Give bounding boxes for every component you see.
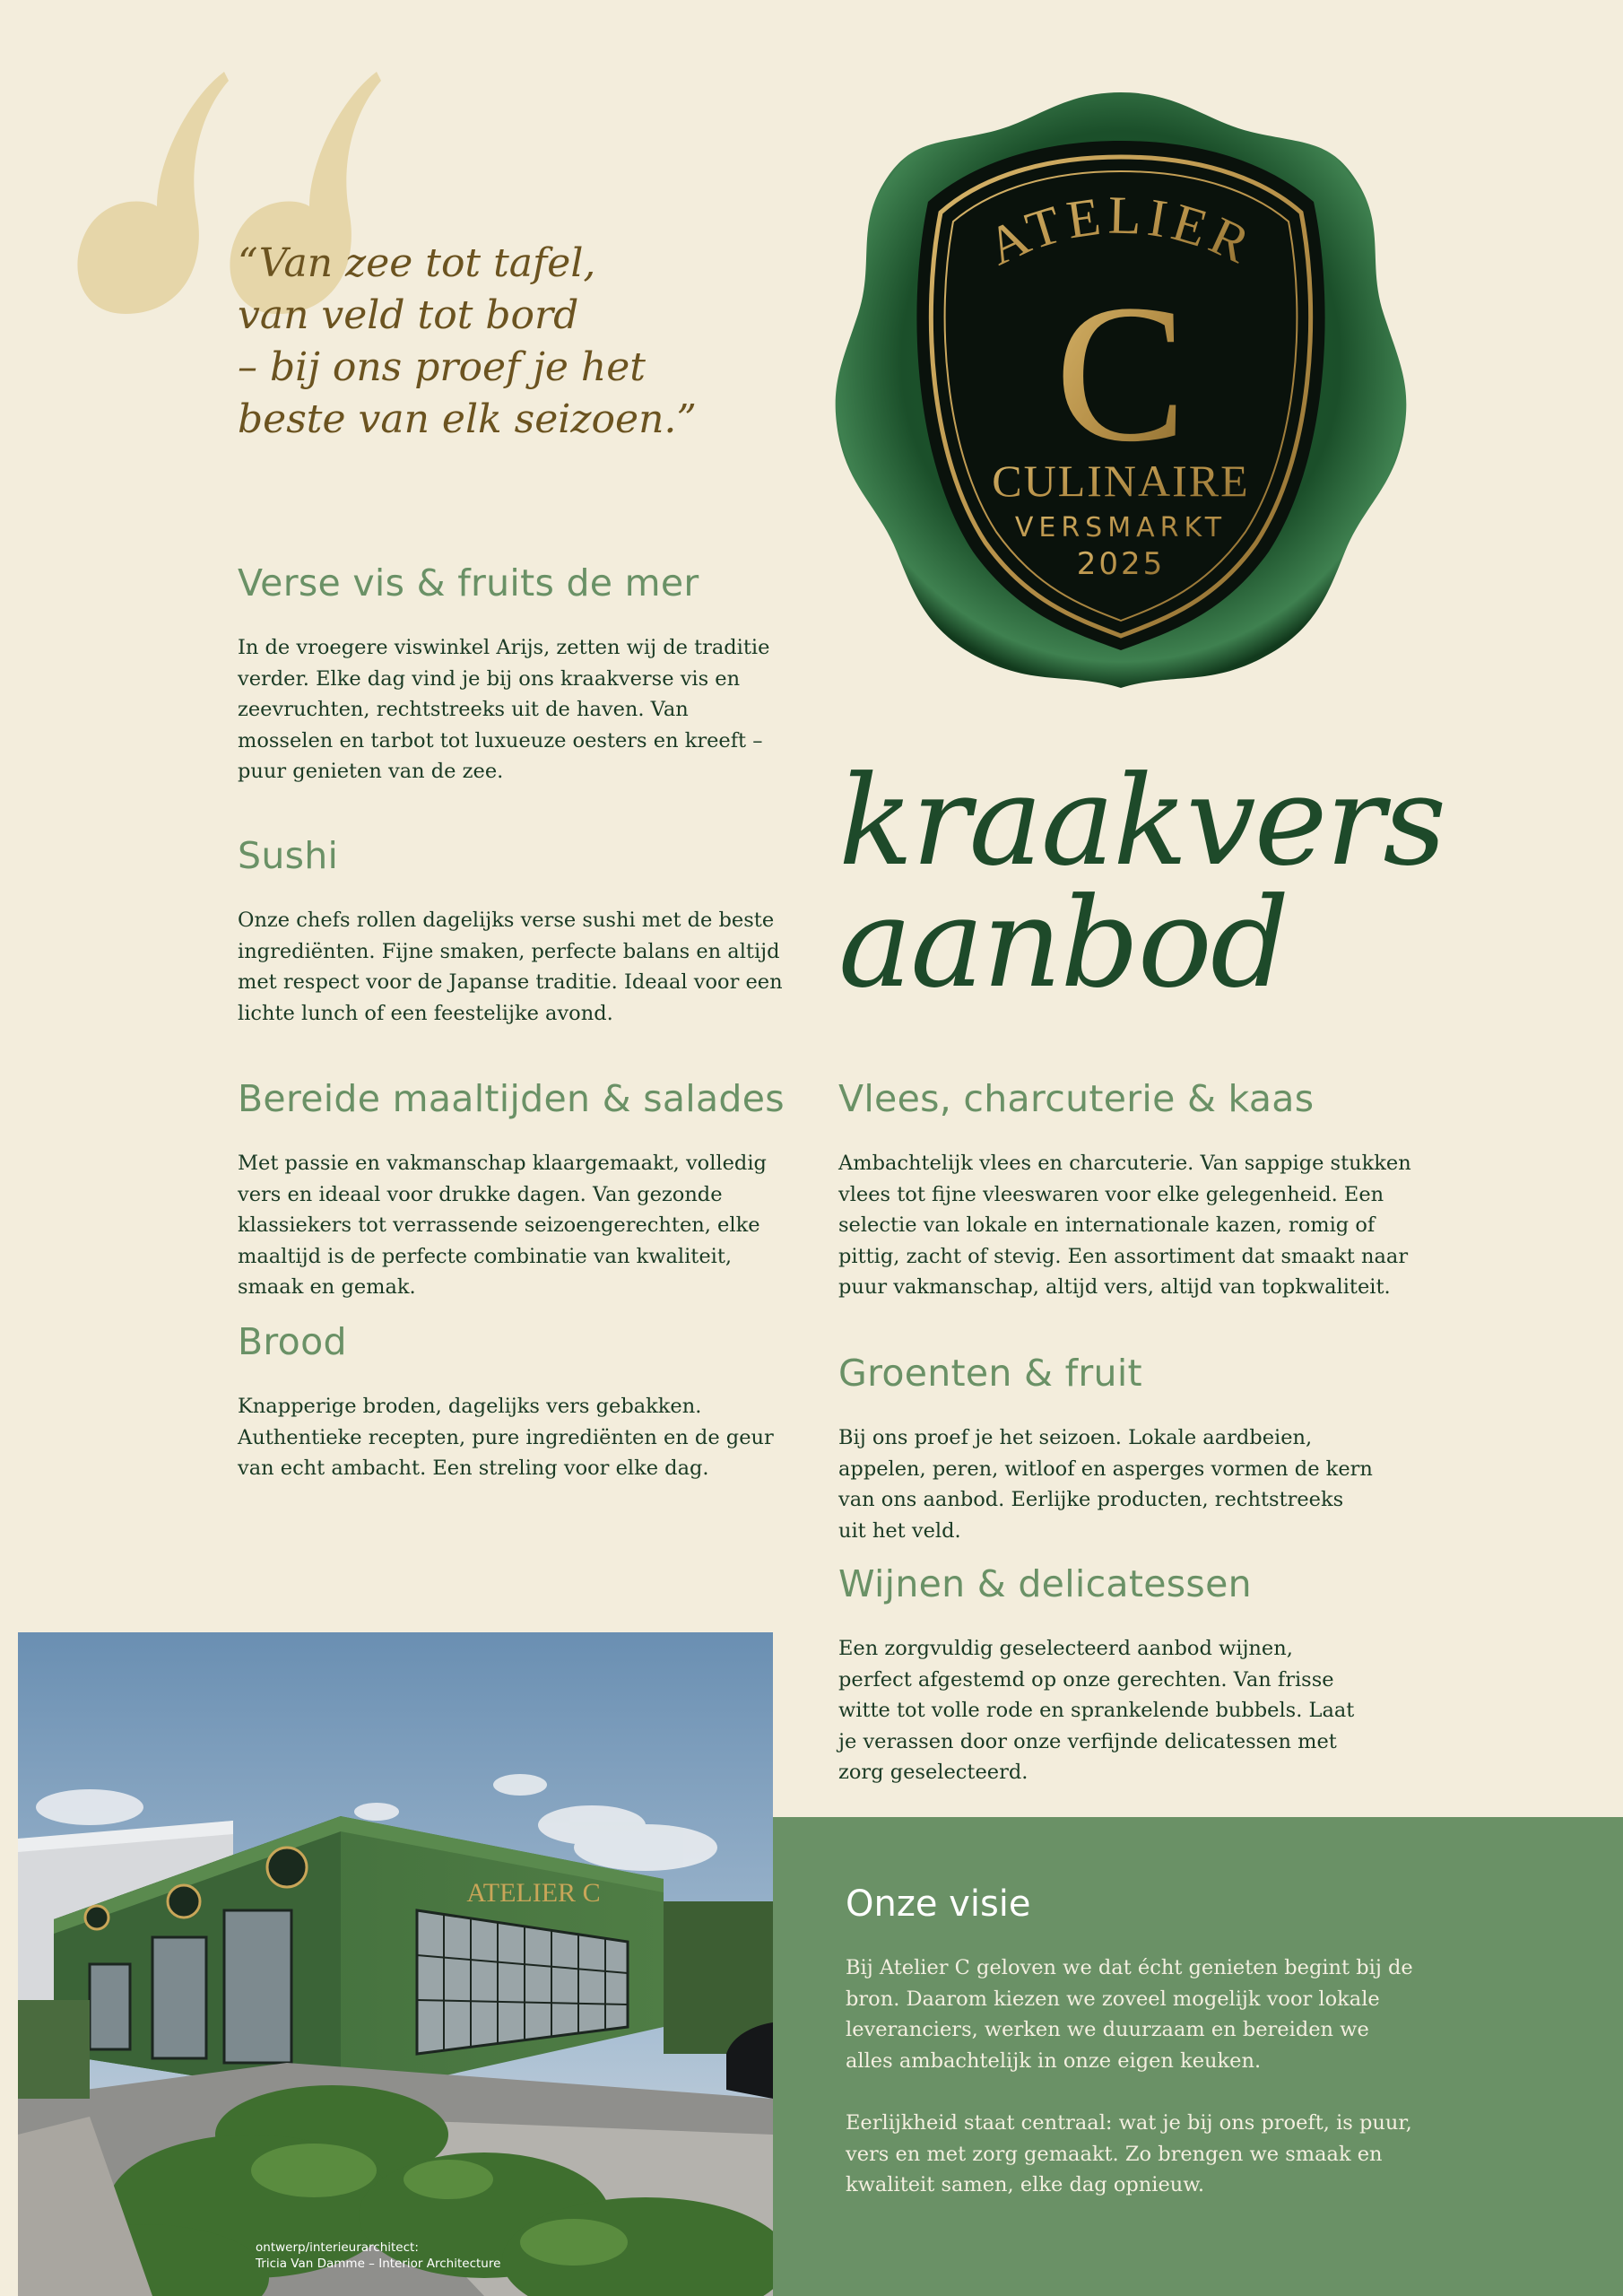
section-bread <box>238 1320 789 1484</box>
section-body: Onze chefs rollen dagelijks verse sushi met de beste ingrediënten. Fijne smaken, perfecte balans en altijd met respect voor de Japanse traditie. Ideaal voor een lichte lunch of een feestelijke avond. <box>238 909 783 1025</box>
section-title: Bereide maaltijden & salades <box>238 1077 785 1120</box>
page-headline <box>838 749 1610 1015</box>
building-illustration <box>18 1632 773 2296</box>
quote-line: van veld tot bord <box>238 292 579 338</box>
credit-line: Tricia Van Damme – Interior Architecture <box>256 2257 501 2271</box>
section-meat <box>838 1077 1412 1303</box>
section-title: Sushi <box>238 834 339 877</box>
seal-letter: C <box>1055 264 1187 483</box>
atelier-c-seal-logo <box>829 85 1412 695</box>
section-title: Vlees, charcuterie & kaas <box>838 1077 1315 1120</box>
building-photo <box>18 1632 773 2296</box>
section-meals <box>238 1077 789 1303</box>
seal-word-sub: VERSMARKT <box>1014 512 1228 544</box>
photo-credit <box>256 2239 704 2272</box>
credit-line: ontwerp/interieurarchitect: <box>256 2240 419 2255</box>
section-body: Knapperige broden, dagelijks vers gebakken. Authentieke recepten, pure ingrediënten en de geur van echt ambacht. Een streling voor elke dag. <box>238 1395 774 1480</box>
section-title: Verse vis & fruits de mer <box>238 561 699 604</box>
section-body: Met passie en vakmanschap klaargemaakt, volledig vers en ideaal voor drukke dagen. Van gezonde klassiekers tot verrassende seizoengerechten, elke maaltijd is de perfecte combinatie van kwaliteit, smaak en gemak. <box>238 1152 767 1299</box>
quote-line: beste van elk seizoen.” <box>238 396 697 442</box>
section-fish <box>238 561 776 787</box>
headline-line1: kraakvers <box>838 749 1445 893</box>
seal-word-mid: CULINAIRE <box>992 456 1250 506</box>
quote-line: “Van zee tot tafel, <box>238 240 596 286</box>
seal-word-top: ATELIER <box>978 185 1263 277</box>
vision-paragraph: Bij Atelier C geloven we dat écht genieten begint bij de bron. Daarom kiezen we zoveel mogelijk voor lokale leveranciers, werken we duurzaam en bereiden we alles ambachtelijk in onze eigen keuken. <box>846 1956 1413 2073</box>
section-body: In de vroegere viswinkel Arijs, zetten wij de traditie verder. Elke dag vind je bij ons kraakverse vis en zeevruchten, rechtstreeks uit de haven. Van mosselen en tarbot tot luxueuze oesters en kreeft – puur genieten van de zee. <box>238 636 770 783</box>
section-body: Ambachtelijk vlees en charcuterie. Van sappige stukken vlees tot fijne vleeswaren voor elke gelegenheid. Een selectie van lokale en internationale kazen, romig of pittig, zacht of stevig. Een assortiment dat smaakt naar puur vakmanschap, altijd vers, altijd van topkwaliteit. <box>838 1152 1411 1299</box>
section-wine <box>838 1562 1367 1788</box>
section-body: Een zorgvuldig geselecteerd aanbod wijnen, perfect afgestemd op onze gerechten. Van frisse witte tot volle rode en sprankelende bubbels. Laat je verassen door onze verfijnde delicatessen met zorg geselecteerd. <box>838 1637 1355 1784</box>
vision-title: Onze visie <box>846 1883 1031 1925</box>
seal-year: 2025 <box>1076 546 1166 582</box>
section-body: Bij ons proef je het seizoen. Lokale aardbeien, appelen, peren, witloof en asperges vormen de kern van ons aanbod. Eerlijke producten, rechtstreeks uit het veld. <box>838 1426 1373 1543</box>
quote-line: – bij ons proef je het <box>238 344 646 390</box>
section-vegetables <box>838 1352 1376 1546</box>
section-sushi <box>238 834 785 1029</box>
vision-paragraph: Eerlijkheid staat centraal: wat je bij ons proeft, is puur, vers en met zorg gemaakt. Zo brengen we smaak en kwaliteit samen, elke dag opnieuw. <box>846 2111 1412 2196</box>
headline-line2: aanbod <box>838 871 1289 1015</box>
facade-sign: ATELIER C <box>466 1878 601 1908</box>
pull-quote <box>238 238 740 446</box>
section-title: Wijnen & delicatessen <box>838 1562 1252 1605</box>
section-title: Brood <box>238 1320 347 1363</box>
section-title: Groenten & fruit <box>838 1352 1142 1395</box>
